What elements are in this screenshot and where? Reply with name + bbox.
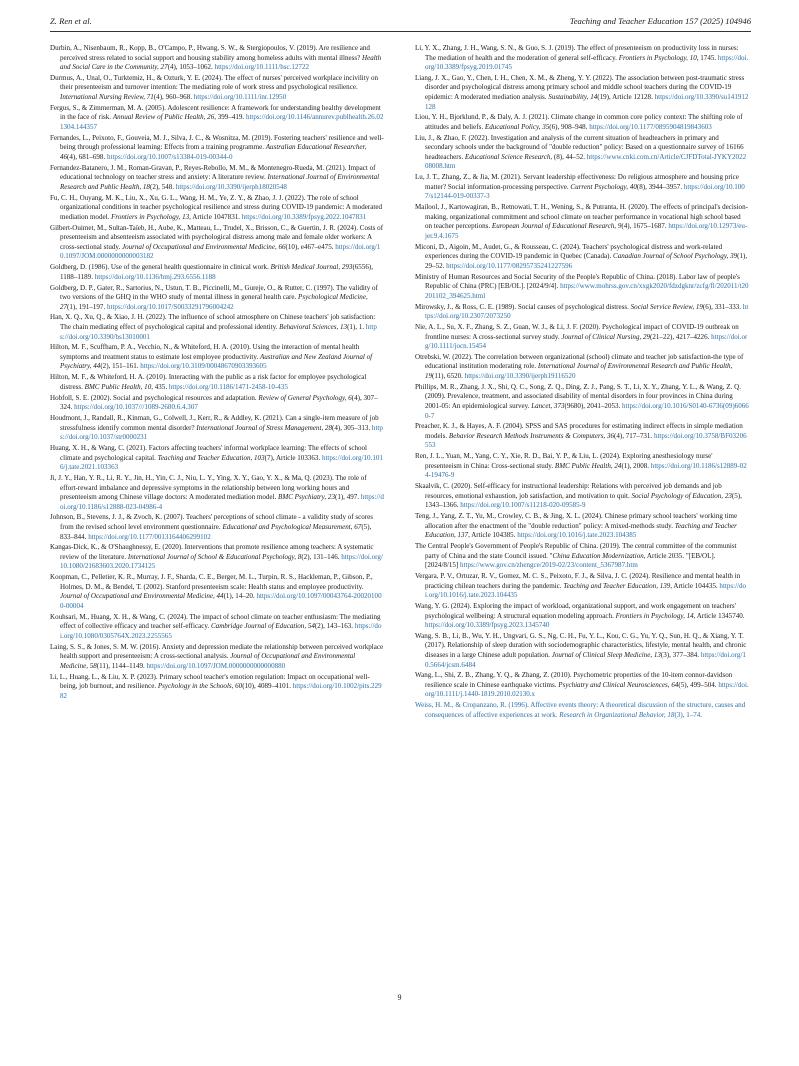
reference-text: Durmus, A., Unal, O., Turktemiz, H., & Ozturk, Y. E. (2024). The effect of nurses' perceived workplace incivility on their presenteeism and turnover intention: The mediating role of work stress and psychological resilience. [50,73,379,92]
reference-source: Educational Policy, 35 [484,122,550,131]
reference-doi-link[interactable]: https://doi.org/10.5664/jcsm.6484 [425,651,746,669]
reference-entry [50,474,384,512]
reference-doi-link[interactable]: https://doi.org/10.1111/hsc.12722 [214,63,309,72]
reference-entry [415,482,749,511]
reference-entry [415,701,749,720]
reference-doi-link[interactable]: https://doi.org/10.3109/00048670903393605 [140,362,267,371]
reference-source: International Journal of Environmental Research and Public Health, 19 [425,362,733,381]
reference-text: Preacher, K. J., & Hayes, A. F. (2004). SPSS and SAS procedures for estimating indirect effects in simple mediation models. [415,422,743,440]
reference-text: Fu, C. H., Ouyang, M. K., Liu, X., Xu, G. L., Wang, H. M., Ye, Z. Y., & Zhao, J. J. (2022). The role of school organizational conditions in teacher psychological resilience and stress during COVID-19 pandemic: A moderated mediation model. [50,193,382,221]
reference-details: , 399–419. [214,113,246,122]
reference-text: Mirowsky, J., & Ross, C. E. (1989). Social causes of psychological distress. [415,302,631,311]
reference-details: (5), 1343–1366. [425,491,742,510]
reference-entry [415,303,749,322]
reference-text: Phillips, M. R., Zhang, J. X., Shi, Q. C., Song, Z. Q., Ding, Z. J., Pang, S. T., Li, X. Y., Zhang, Y. L., & Wang, Z. Q. (2009). Prevalence, treatment, and associated disability of mental disorders in four provinces in China during 2001-05: An epidemiological survey. [415,382,741,410]
reference-doi-link[interactable]: https://doi.org/10.1177/08295735241227596 [446,261,573,270]
reference-entry [50,224,384,262]
reference-details: (2), 151–161. [100,362,141,371]
reference-entry [415,383,749,421]
reference-entry [50,263,384,282]
reference-text: Lu, J. T., Zhang, Z., & Jia, M. (2021). Servant leadership effectiveness: Do religious atmosphere and housing price matter? Social information-processing perspective. [415,173,739,191]
reference-entry [50,673,384,702]
reference-entry [415,632,749,670]
reference-details: (4), 305–313. [331,423,372,432]
reference-text: Mailool, J., Kartowagiran, B., Retnowati, T. H., Wening, S., & Putranta, H. (2020). The effects of principal's decision-making, organizational commitment and school climate on teacher performance in vocational high school based on teacher perceptions. [415,203,748,231]
reference-details: (6), 331–333. [702,302,743,311]
reference-entry [50,104,384,133]
reference-text: Goldberg, D. P., Gater, R., Sartorius, N., Ustun, T. B., Piccinelli, M., Gureje, O., & Rutter, C. (1997). The validity of two versions of the GHQ in the WHO study of mental illness in general health care. [50,283,378,302]
reference-details: (1), 1. [347,322,366,331]
reference-entry [50,134,384,163]
reference-doi-link[interactable]: https://doi.org/10.1016/S0140-6736(09)60660-7 [425,401,749,420]
reference-entry [415,452,749,481]
reference-text: Li, L., Huang, L., & Liu, X. P. (2023). Primary school teacher's emotion regulation: Impact on occupational well-being, job burnout, and resilience. [50,672,370,691]
reference-doi-link[interactable]: https://www.gov.cn/zhengce/2019-02/23/content_5367987.htm [460,561,638,570]
reference-source: Psychology in the Schools, 60 [157,682,243,691]
reference-source: Educational Science Research, [464,152,554,161]
reference-entry [50,194,384,223]
reference-doi-link[interactable]: https://doi.org/10.1016/j.tate.2021.103363 [60,453,383,472]
reference-text: Hilton, M. F., & Whiteford, H. A. (2010). Interacting with the public as a risk factor for employee psychological distress. [50,373,367,391]
reference-details: (5), 499–504. [678,680,719,689]
reference-entry [50,44,384,73]
reference-doi-link[interactable]: https://doi.org/10.1097/JOM.0000000000003182 [60,242,381,261]
reference-details: , Article 1047831. [189,212,242,221]
reference-source: Behavioral Sciences, 13 [279,322,348,331]
running-header-journal: Teaching and Teacher Education 157 (2025) 104946 [569,16,751,26]
reference-entry [415,273,749,302]
reference-details: (4), 1053–1062. [167,63,215,72]
reference-source: International Journal of Environmental Research and Public Health, 18 [60,173,380,191]
reference-details: , 435. [151,382,169,391]
reference-text: Li, Y. X., Zhang, J. H., Wang, S. N., & Guo, S. J. (2019). The effect of presenteeism on productivity loss in nurses: The mediation of health and the moderation of general self-efficacy. [415,44,739,62]
reference-text: Teng, J., Yang, Z. T., Yu, M., Crowley, C. B., & Jing, X. L. (2024). Chinese primary school teachers' working time allocation after the enactment of the "double reduction" policy: A mixed-methods study. [415,512,738,530]
reference-doi-link[interactable]: https://www.cnki.com.cn/Article/CJFDTotal-JYKY202208008.htm [425,152,747,171]
reference-text: Johnson, B., Stevens, J. J., & Zvoch, K. (2007). Teachers' perceptions of school climate - a validity study of scores from the revised school level environment questionnaire. [50,513,373,531]
reference-source: Frontiers in Psychology, 13 [111,212,190,221]
reference-doi-link[interactable]: https://doi.org/10.3389/fpsyg.2022.1047831 [241,212,367,221]
reference-text: Nie, A. L., Su, X. F., Zhang, S. Z., Guan, W. J., & Li, J. F. (2020). Psychological impact of COVID-19 outbreak on frontline nurses: A cross-sectional survey study. [415,322,739,341]
reference-text: Ren, J. L., Yuan, M., Yang, C. Y., Xie, R. D., Bai, Y. P., & Liu, L. (2024). Exploring anesthesiology nurse' presenteeism in China: Cross-sectional study. [415,452,713,470]
references-right-column [415,44,749,722]
reference-details: (4), 717–731. [614,431,654,440]
reference-details: (7), Article 103363. [264,453,322,462]
reference-text: Skaalvik, C. (2020). Self-efficacy for instructional leadership: Relations with perceived job demands and job resources, emotional exhaustion, job satisfaction, and motivation to quit. [415,482,722,500]
reference-source: Health and Social Care in the Community, 27 [60,53,382,72]
reference-text: Wang, L., Shi, Z. B., Zhang, Y. Q., & Zhang, Z. (2010). Psychometric properties of the 10-item connor-davidson resilience scale in Chinese earthquake victims. [415,671,733,689]
reference-details: (1), 29–52. [425,252,748,270]
reference-entry [415,173,749,202]
reference-doi-link[interactable]: https://doi.org/10.2307/2073250 [425,302,749,321]
reference-source: Cambridge Journal of Education, 54 [210,622,315,631]
reference-text: Ji, J. Y., Han, Y. R., Li, R. Y., Jin, H., Yin, C. J., Niu, L. Y., Ying, X. Y., Gao, Y. X., & Ma, Q. (2023). The role of effort-reward imbalance and depressive symptoms in the relationship between long working hours and presenteeism among Chinese village doctors: A moderated mediation model. [50,473,367,502]
page-number: 9 [397,993,402,1002]
reference-details: (1), 2008. [621,461,651,470]
reference-text: Wang, S. B., Li, B., Wu, Y. H., Ungvari, G. S., Ng, C. H., Fu, Y. L., Kou, C. G., Yu, Y. Q., Sun, H. Q., & Xiang, Y. T. (2017). Relationship of sleep duration with sociodemographic characteristics, lifestyle, mental health, and chronic diseases in a large Chinese adult population. [415,631,747,659]
reference-details: , Article 1345740. [693,611,745,620]
reference-text: Huang, X. H., & Wang, C. (2021). Factors affecting teachers' informal workplace learning: The effects of school climate and psychological capital. [50,444,367,462]
reference-source: Current Psychology, 40 [570,182,637,191]
reference-details: (10), e467–e475. [285,242,336,251]
reference-entry [50,343,384,372]
reference-text: Liang, J. X., Gao, Y., Chen, I. H., Chen, X. M., & Zheng, Y. Y. (2022). The association between post-traumatic stress disorder and psychological distress among primary school and middle school teachers during the COVID-19 epidemic: A moderated mediation analysis. [415,73,745,102]
reference-source: Teaching and Teacher Education, 139 [563,581,671,590]
reference-entry [50,613,384,642]
reference-entry [415,113,749,132]
reference-details: (3), 1–74. [674,710,703,719]
reference-entry [50,164,384,193]
reference-source: Journal of Clinical Sleep Medicine, 13 [551,651,661,659]
reference-details: (5), 833–844. [60,523,372,541]
reference-source: Journal of Clinical Nursing, 29 [561,332,651,341]
reference-text: Fergus, S., & Zimmerman, M. A. (2005). Adolescent resilience: A framework for understanding healthy development in the face of risk. [50,103,381,122]
reference-entry [415,422,749,451]
reference-entry [415,542,749,571]
reference-source: Social Psychology of Education, 23 [631,491,732,500]
reference-source: China Education Modernization [552,551,644,560]
reference-doi-link[interactable]: https://www.mohrss.gov.cn/xxgk2020/fdzdgknr/zcfg/fl/202011/t20201102_394625.html [425,282,749,300]
reference-details: (1), 497. [334,493,361,502]
reference-source: Educational and Psychological Measurement, 67 [222,523,362,531]
reference-entry [415,512,749,541]
reference-entry [50,74,384,103]
reference-doi-link[interactable]: https://doi.org/10.3390/bs13010001 [60,322,377,341]
reference-doi-link[interactable]: https://doi.org/10.1111/jocn.15454 [425,332,748,351]
header-rule [50,31,751,32]
reference-source: Australian and New Zealand Journal of Psychiatry, 44 [60,352,373,371]
reference-source: Psychiatry and Clinical Neurosciences, 64 [558,680,679,689]
reference-details: (2), 143–163. [314,622,355,631]
reference-source: Journal of Occupational and Environmental Medicine, 66 [121,242,286,251]
reference-details: (4), 960–968. [153,93,194,102]
reference-details: (6), 908–948. [549,122,590,131]
reference-doi-link[interactable]: https://doi.org/10.1111/inr.12950 [193,93,287,102]
reference-doi-link[interactable]: https://doi.org/10.1097/00043764-200201000-00004 [60,592,382,610]
reference-details: (4), 1675–1687. [621,222,669,231]
reference-source: British Medical Journal, 293 [270,263,353,272]
reference-doi-link[interactable]: https://doi.org/10.3389/fpsyg.2023.1345740 [425,621,550,630]
reference-details: (4), 681–698. [67,152,107,161]
reference-entry [50,513,384,542]
reference-source: Australian Educational Researcher, 46 [60,143,367,161]
reference-text: Hilton, M. F., Scuffham, P. A., Vecchio, N., & Whiteford, H. A. (2010). Using the interaction of mental health symptoms and treatment status to estimate lost employee productivity. [50,343,360,361]
reference-details: (2), 548. [149,182,176,191]
reference-text: Fernandez-Batanero, J. M., Roman-Gravan, P., Reyes-Rebollo, M. M., & Montenegro-Rueda, M. (2021). Impact of educational technology on teacher stress and anxiety: A literature review. [50,163,376,182]
reference-source: Annual Review of Public Health, 26 [112,113,215,122]
reference-text: Koopman, C., Pelletier, K. R., Murray, J. F., Sharda, C. E., Berger, M. L., Turpin, R. S., Hackleman, P., Gibson, P., Holmes, D. M., & Bendel, T. (2002). Stanford presenteeism scale: Health status and employee productivity. [50,573,373,591]
reference-details: (8), 44–52. [553,152,587,161]
reference-doi-link[interactable]: https://doi.org/10.1177/0895904819843603 [589,122,712,131]
reference-text: The Central People's Government of People's Republic of China. (2019). The central committee of the communist party of China and the state Council issued. " [415,542,737,560]
reference-text: Kouhsari, M., Huang, X. H., & Wang, C. (2024). The impact of school climate on teacher enthusiasm: The mediating effect of collective efficacy and teacher self-efficacy. [50,612,381,631]
reference-details: (3), 377–384. [660,651,701,659]
reference-details: , Article 104435. [670,581,720,590]
reference-doi-link[interactable]: https://doi.org/10.1017/S0033291796004242 [106,302,234,311]
running-header-authors: Z. Ren et al. [50,16,92,26]
reference-source: Sustainability, 14 [548,93,598,102]
reference-text: Fernandes, L., Peixoto, F., Gouveia, M. J., Silva, J. C., & Wosnitza, M. (2019). Fostering teachers' resilience and well-being through professional learning: Effects from a training programme. [50,133,384,152]
reference-doi-link[interactable]: https://doi.org/10.3390/ijerph18020548 [175,182,287,191]
reference-text: Kangas-Dick, K., & O'Shaughnessy, E. (2020). Interventions that promote resilience among teachers: A systematic review of the literature. [50,543,374,561]
reference-text: Wang, Y. G. (2024). Exploring the impact of workload, organizational support, and work engagement on teachers' psychological wellbeing: A structural equation modeling approach. [415,601,736,620]
reference-entry [50,394,384,413]
reference-doi-link[interactable]: https://doi.org/10.1177/0013164406299102 [88,532,211,541]
reference-entry [50,373,384,392]
reference-entry [50,284,384,313]
reference-doi-link[interactable]: https://doi.org/10.3389/fpsyg.2019.01745 [425,53,749,72]
reference-entry [415,74,749,112]
reference-source: Journal of Occupational and Environmental Medicine, 58 [60,652,356,670]
reference-entry [415,572,749,601]
reference-entry [415,671,749,700]
reference-details: (9680), 2041–2053. [564,401,623,410]
reference-doi-link[interactable]: https://doi.org/10.1002/pits.22982 [60,682,382,700]
reference-source: Research in Organizational Behavior, 18 [559,710,675,719]
reference-text: Otrebski, W. (2022). The correlation between organizational (school) climate and teacher job satisfaction-the type of educational institution moderating role. [415,352,744,371]
reference-source: BMC Public Health, 10 [84,382,152,391]
reference-entry [50,643,384,672]
reference-doi-link[interactable]: https://doi.org/10.1037/str0000231 [60,423,383,442]
reference-doi-link[interactable]: https://doi.org/10.1186/s12889-024-19476-9 [425,461,747,480]
reference-text: Vergara, P. V., Ortuzar, R. V., Gomez, M. C. S., Peixoto, F. J., & Silva, J. C. (2024). Resilience and mental health in practicing chilean teachers during the pandemic. [415,572,741,590]
reference-doi-link[interactable]: https://doi.org/10.1080/21683603.2020.1734125 [60,552,383,571]
reference-source: Frontiers in Psychology, 14 [615,611,694,620]
reference-details: , Article 2035. "[EB/OL]. [2024/8/15] [425,551,716,570]
reference-details: (1), 191–197. [67,302,107,311]
reference-entry [50,313,384,342]
reference-doi-link[interactable]: https://doi.org/10.1080/0305764X.2023.2255565 [60,622,382,640]
reference-entry [50,543,384,572]
reference-text: Liu, J., & Zhao, F. (2022). Investigation and analysis of the current situation of headteachers in primary and secondary schools under the background of "double reduction" policy: Based on a questionnaire survey of 16166 headteachers. [415,133,744,161]
reference-doi-link[interactable]: https://doi.org/10.1136/bmj.293.6556.1188 [94,272,216,281]
reference-details: (21–22), 4217–4226. [650,332,712,341]
reference-text: Hobfoll, S. E. (2002). Social and psychological resources and adaptation. [50,393,259,402]
reference-source: BMC Public Health, 24 [554,461,622,470]
reference-doi-link[interactable]: https://doi.org/10.3390/su141912128 [425,93,749,111]
reference-details: (11), 6520. [432,372,465,381]
reference-entry [415,602,749,631]
reference-entry [415,44,749,73]
reference-doi-link[interactable]: https://doi.org/10.1111/j.1440-1819.2010.02130.x [425,680,749,699]
reference-entry [415,243,749,272]
reference-text: Durbin, A., Nisenbaum, R., Kopp, B., O'Campo, P., Hwang, S. W., & Stergiopoulos, V. (2019). Are resilience and perceived stress related to social support and housing stability among homeless adults with mental illness? [50,44,370,62]
reference-doi-link[interactable]: https://doi.org/10.3758/BF03206553 [425,431,747,450]
reference-source: Social Service Review, 19 [630,302,703,311]
reference-text: Goldberg, D. (1986). Use of the general health questionnaire in clinical work. [50,263,271,272]
reference-details: (1), 14–20. [223,592,257,601]
reference-source: Teaching and Teacher Education, 103 [157,453,265,462]
reference-source: Psychological Medicine, 27 [60,293,368,311]
reference-entry [415,323,749,352]
reference-text: Ministry of Human Resources and Social Security of the People's Republic of China. (2018). Labor law of people's Republic of China (PRC) [EB/OL]. [2024/9/4]. [415,272,740,291]
reference-text: Han, X. Q., Xu, Q., & Xiao, J. H. (2022). The influence of school atmosphere on Chinese teachers' job satisfaction: The chain mediating effect of psychological capital and professional identity. [50,313,376,331]
reference-source: European Journal of Educational Research, 9 [491,222,622,231]
reference-doi-link[interactable]: https://doi.org/10.1016/j.tate.2023.104385 [517,531,637,540]
reference-details: (8), 3944–3957. [636,182,684,191]
reference-doi-link[interactable]: https://doi.org/10.1007/s11218-020-09585-9 [460,501,586,510]
reference-doi-link[interactable]: https://doi.org/10.1007/s12144-019-00337-3 [425,182,745,201]
reference-entry [415,353,749,382]
reference-details: (6556), 1188–1189. [60,263,373,281]
reference-entry [50,444,384,473]
reference-source: Review of General Psychology, 6 [258,393,352,402]
reference-details: , Article 104385. [468,531,518,540]
reference-details: , 1745. [696,53,718,62]
reference-doi-link[interactable]: https://doi.org/10.3390/ijerph19116520 [464,372,576,381]
reference-source: International Journal of School & Educational Psychology, 8 [127,552,302,561]
reference-details: (4), 307–324. [60,393,378,412]
references-left-column [50,44,384,703]
reference-doi-link[interactable]: https://doi.org/10.12973/eu-jer.9.4.1675 [425,222,748,240]
reference-doi-link[interactable]: https://doi.org/10.1097/JOM.0000000000000880 [146,661,286,670]
reference-entry [50,414,384,443]
reference-doi-link[interactable]: https://doi.org/10.1186/1471-2458-10-435 [168,382,288,391]
reference-details: (11), 1144–1149. [96,661,147,670]
reference-source: Behavior Research Methods Instruments & Computers, 36 [448,431,615,440]
reference-doi-link[interactable]: https://doi.org/10.1146/annurev.publhealth.26.021304.144357 [60,113,384,131]
reference-source: Lancet, 373 [531,401,565,410]
reference-doi-link[interactable]: https://doi.org/10.1016/j.tate.2023.104435 [425,581,747,600]
reference-entry [415,203,749,241]
reference-source: International Journal of Stress Management, 28 [196,423,332,432]
reference-doi-link[interactable]: https://doi.org/10.1007/s13384-019-00344-0 [106,152,233,161]
reference-doi-link[interactable]: https://doi.org/10.1186/s12888-023-04986-4 [60,493,384,511]
reference-source: Journal of Occupational and Environmental Medicine, 44 [60,592,224,601]
reference-text: Gilbert-Ouimet, M., Sultan-Taïeb, H., Aube, K., Matteau, L., Trudel, X., Brisson, C., & Guertin, J. R. (2024). Costs of presenteeism and absenteeism associated with psychological distress among male and female older workers: A cross-sectional study. [50,223,384,251]
reference-details: (2), 131–146. [301,552,342,561]
reference-details: (10), 4089–4101. [242,682,293,691]
reference-details: (19), Article 12128. [597,93,655,102]
reference-source: Canadian Journal of School Psychology, 39 [613,252,738,261]
reference-source: International Nursing Review, 71 [60,93,154,102]
reference-entry [50,573,384,611]
reference-text: Weiss, H. M., & Cropanzano, R. (1996). Affective events theory: A theoretical discussion of the structure, causes and consequences of affective experiences at work. [415,701,746,719]
reference-source: BMC Psychiatry, 23 [278,493,335,502]
reference-source: Teaching and Teacher Education, 137 [425,521,737,540]
reference-entry [415,134,749,172]
reference-doi-link[interactable]: https://doi.org/10.1037///1089-2680.6.4.307 [74,403,198,412]
reference-text: Liou, Y. H., Bjorklund, P., & Daly, A. J. (2021). Climate change in common core policy context: The shifting role of attitudes and beliefs. [415,113,743,131]
reference-source: Frontiers in Psychology, 10 [618,53,697,62]
reference-text: Houdmont, J., Randall, R., Kinman, G., Colwell, J., Kerr, R., & Addley, K. (2021). Can a single-item measure of job stressfulness identify common mental disorder? [50,414,379,432]
reference-text: Miconi, D., Aigoin, M., Audet, G., & Rousseau, C. (2024). Teachers' psychological distress and work-related experiences during the COVID-19 pandemic in Quebec (Canada). [415,242,723,261]
reference-text: Laing, S. S., & Jones, S. M. W. (2016). Anxiety and depression mediate the relationship between perceived workplace health support and presenteeism: A cross-sectional analysis. [50,642,384,661]
